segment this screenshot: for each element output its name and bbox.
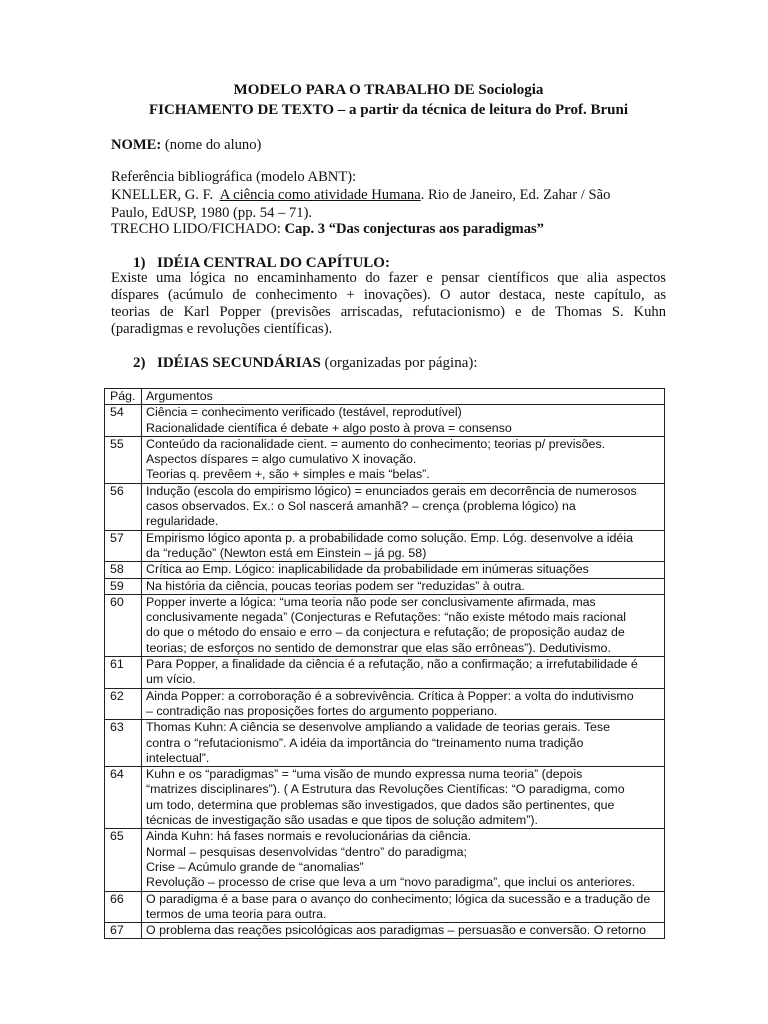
table-row — [105, 436, 665, 483]
argument-line: Para Popper, a finalidade da ciência é a refutação, não a confirmação; a irrefutabilidade é — [146, 657, 638, 672]
section1-text-line: (paradigmas e revoluções científicas). — [111, 321, 333, 337]
reference-line-1 — [111, 186, 610, 204]
argument-line: Popper inverte a lógica: “uma teoria não pode ser conclusivamente afirmada, mas — [146, 594, 596, 609]
argument-line: Na história da ciência, poucas teorias podem ser “reduzidas” à outra. — [146, 578, 525, 593]
argument-line: contra o “refutacionismo”. A idéia da importância do “treinamento numa tradição — [146, 735, 584, 750]
argument-line: Ainda Popper: a corroboração é a sobrevivência. Crítica à Popper: a volta do indutivismo — [146, 688, 634, 703]
table-row — [105, 657, 665, 689]
argument-cell — [142, 688, 665, 720]
subtitle-part-a: FICHAMENTO DE TEXTO – — [148, 102, 350, 118]
section2-title: IDÉIAS SECUNDÁRIAS — [157, 355, 321, 371]
table-row — [105, 720, 665, 767]
argument-cell — [142, 562, 665, 578]
argument-line: “matrizes disciplinares”). ( A Estrutura das Revoluções Científicas: “O paradigma, como — [146, 782, 625, 797]
page-number-cell: 59 — [105, 578, 142, 594]
page-number-cell: 60 — [105, 594, 142, 656]
argument-line: casos observados. Ex.: o Sol nascerá amanhã? – crença (problema lógico) na — [146, 499, 576, 514]
document-title: MODELO PARA O TRABALHO DE Sociologia — [233, 82, 544, 98]
page-number-cell: 66 — [105, 891, 142, 923]
student-name-label: NOME: — [111, 137, 162, 153]
table-row — [105, 594, 665, 656]
argument-cell — [142, 657, 665, 689]
section2-subtitle: (organizadas por página): — [324, 355, 478, 371]
section2-number: 2) — [133, 355, 146, 371]
arguments-table — [104, 388, 665, 939]
argument-line: Kuhn e os “paradigmas” = “uma visão de mundo expressa numa teoria” (depois — [146, 767, 583, 782]
argument-line: O paradigma é a base para o avanço do conhecimento; lógica da sucessão e a tradução de — [146, 891, 651, 906]
argument-cell — [142, 578, 665, 594]
argument-line: termos de uma teoria para outra. — [146, 906, 327, 921]
argument-line: Empirismo lógico aponta p. a probabilidade como solução. Emp. Lóg. desenvolve a idéia — [146, 530, 633, 545]
argument-line: Indução (escola do empirismo lógico) = enunciados gerais em decorrência de numerosos — [146, 483, 637, 498]
reference-line-2: Paulo, EdUSP, 1980 (pp. 54 – 71). — [111, 205, 313, 221]
argument-line: – contradição nas proposições fortes do argumento popperiano. — [146, 703, 498, 718]
argument-cell — [142, 891, 665, 923]
argument-line: do que o método do ensaio e erro – da conjectura e refutação; de proposição audaz de — [146, 625, 625, 640]
argument-line: Aspectos díspares = algo cumulativo X inovação. — [146, 452, 417, 467]
table-row — [105, 405, 665, 437]
subtitle-part-b: a partir da técnica de leitura do Prof. Bruni — [349, 102, 629, 118]
argument-cell — [142, 829, 665, 891]
argument-cell — [142, 530, 665, 562]
argument-line: Thomas Kuhn: A ciência se desenvolve ampliando a validade de teorias gerais. Tese — [146, 720, 611, 735]
table-row — [105, 891, 665, 923]
student-name-line — [111, 136, 261, 154]
argument-cell — [142, 720, 665, 767]
document-subtitle — [111, 101, 666, 119]
page-number-cell: 55 — [105, 436, 142, 483]
table-row — [105, 483, 665, 530]
reference-publisher: . Rio de Janeiro, Ed. Zahar / São — [420, 187, 611, 203]
table-header-arguments: Argumentos — [142, 389, 665, 405]
reference-book-title: A ciência como atividade Humana — [219, 187, 421, 203]
page-number-cell: 62 — [105, 688, 142, 720]
argument-line: Conteúdo da racionalidade cient. = aumento do conhecimento; teorias p/ previsões. — [146, 436, 606, 451]
argument-cell — [142, 483, 665, 530]
argument-cell — [142, 923, 665, 939]
argument-line: Crise – Acúmulo grande de “anomalias” — [146, 859, 364, 874]
page-number-cell: 61 — [105, 657, 142, 689]
argument-line: Revolução – processo de crise que leva a um “novo paradigma”, que inclui os anteriores. — [146, 875, 636, 890]
argument-line: técnicas de investigação são usadas e que tipos de solução admitem”). — [146, 813, 538, 828]
page-number-cell: 57 — [105, 530, 142, 562]
argument-line: O problema das reações psicológicas aos paradigmas – persuasão e conversão. O retorno — [146, 923, 647, 938]
argument-line: um todo, determina que problemas são investigados, que dados são pertinentes, que — [146, 797, 615, 812]
page-number-cell: 54 — [105, 405, 142, 437]
table-row — [105, 923, 665, 939]
excerpt-line — [111, 220, 544, 238]
table-row — [105, 767, 665, 829]
reference-heading: Referência bibliográfica (modelo ABNT): — [111, 169, 357, 185]
excerpt-value: Cap. 3 “Das conjecturas aos paradigmas” — [284, 221, 544, 237]
argument-cell — [142, 767, 665, 829]
page-number-cell: 67 — [105, 923, 142, 939]
section1-title: IDÉIA CENTRAL DO CAPÍTULO: — [157, 255, 390, 271]
table-row — [105, 530, 665, 562]
table-row — [105, 688, 665, 720]
student-name-value: (nome do aluno) — [164, 137, 262, 153]
page-number-cell: 56 — [105, 483, 142, 530]
argument-line: regularidade. — [146, 514, 219, 529]
section1-number: 1) — [133, 255, 146, 271]
argument-line: Racionalidade científica é debate + algo posto à prova = consenso — [146, 420, 512, 435]
page-number-cell: 64 — [105, 767, 142, 829]
page-number-cell: 58 — [105, 562, 142, 578]
argument-line: da “redução” (Newton está em Einstein – já pg. 58) — [146, 545, 427, 560]
page-number-cell: 65 — [105, 829, 142, 891]
table-row — [105, 578, 665, 594]
argument-line: Ainda Kuhn: há fases normais e revolucionárias da ciência. — [146, 829, 472, 844]
table-body — [105, 405, 665, 939]
argument-line: Ciência = conhecimento verificado (testável, reprodutível) — [146, 405, 462, 420]
reference-author: KNELLER, G. F. — [111, 187, 214, 203]
table-header-page: Pág. — [105, 389, 142, 405]
argument-line: um vício. — [146, 672, 196, 687]
section1-text-line: Existe uma lógica no encaminhamento do fazer e pensar científicos que alia aspectos — [111, 270, 666, 286]
argument-cell — [142, 436, 665, 483]
argument-line: intelectual”. — [146, 750, 210, 765]
excerpt-label: TRECHO LIDO/FICHADO: — [111, 221, 281, 237]
argument-line: conclusivamente negada” (Conjecturas e Refutações: “não existe método mais racional — [146, 610, 627, 625]
section2-heading — [133, 354, 478, 372]
argument-cell — [142, 405, 665, 437]
argument-line: Teorias q. prevêem +, são + simples e mais “belas”. — [146, 467, 430, 482]
page-number-cell: 63 — [105, 720, 142, 767]
argument-cell — [142, 594, 665, 656]
argument-line: teorias; de esforços no sentido de demonstrar que elas são errôneas”). Dedutivismo. — [146, 640, 611, 655]
table-row — [105, 829, 665, 891]
section1-text-line: díspares (acúmulo de conhecimento + inovações). O autor destaca, neste capítulo, as — [111, 287, 666, 303]
argument-line: Normal – pesquisas desenvolvidas “dentro” do paradigma; — [146, 844, 467, 859]
table-header-row — [105, 389, 665, 405]
section1-text-line: teorias de Karl Popper (previsões arriscadas, refutacionismo) e de Thomas S. Kuhn — [111, 304, 666, 320]
argument-line: Crítica ao Emp. Lógico: inaplicabilidade da probabilidade em inúmeras situações — [146, 562, 589, 577]
table-row — [105, 562, 665, 578]
